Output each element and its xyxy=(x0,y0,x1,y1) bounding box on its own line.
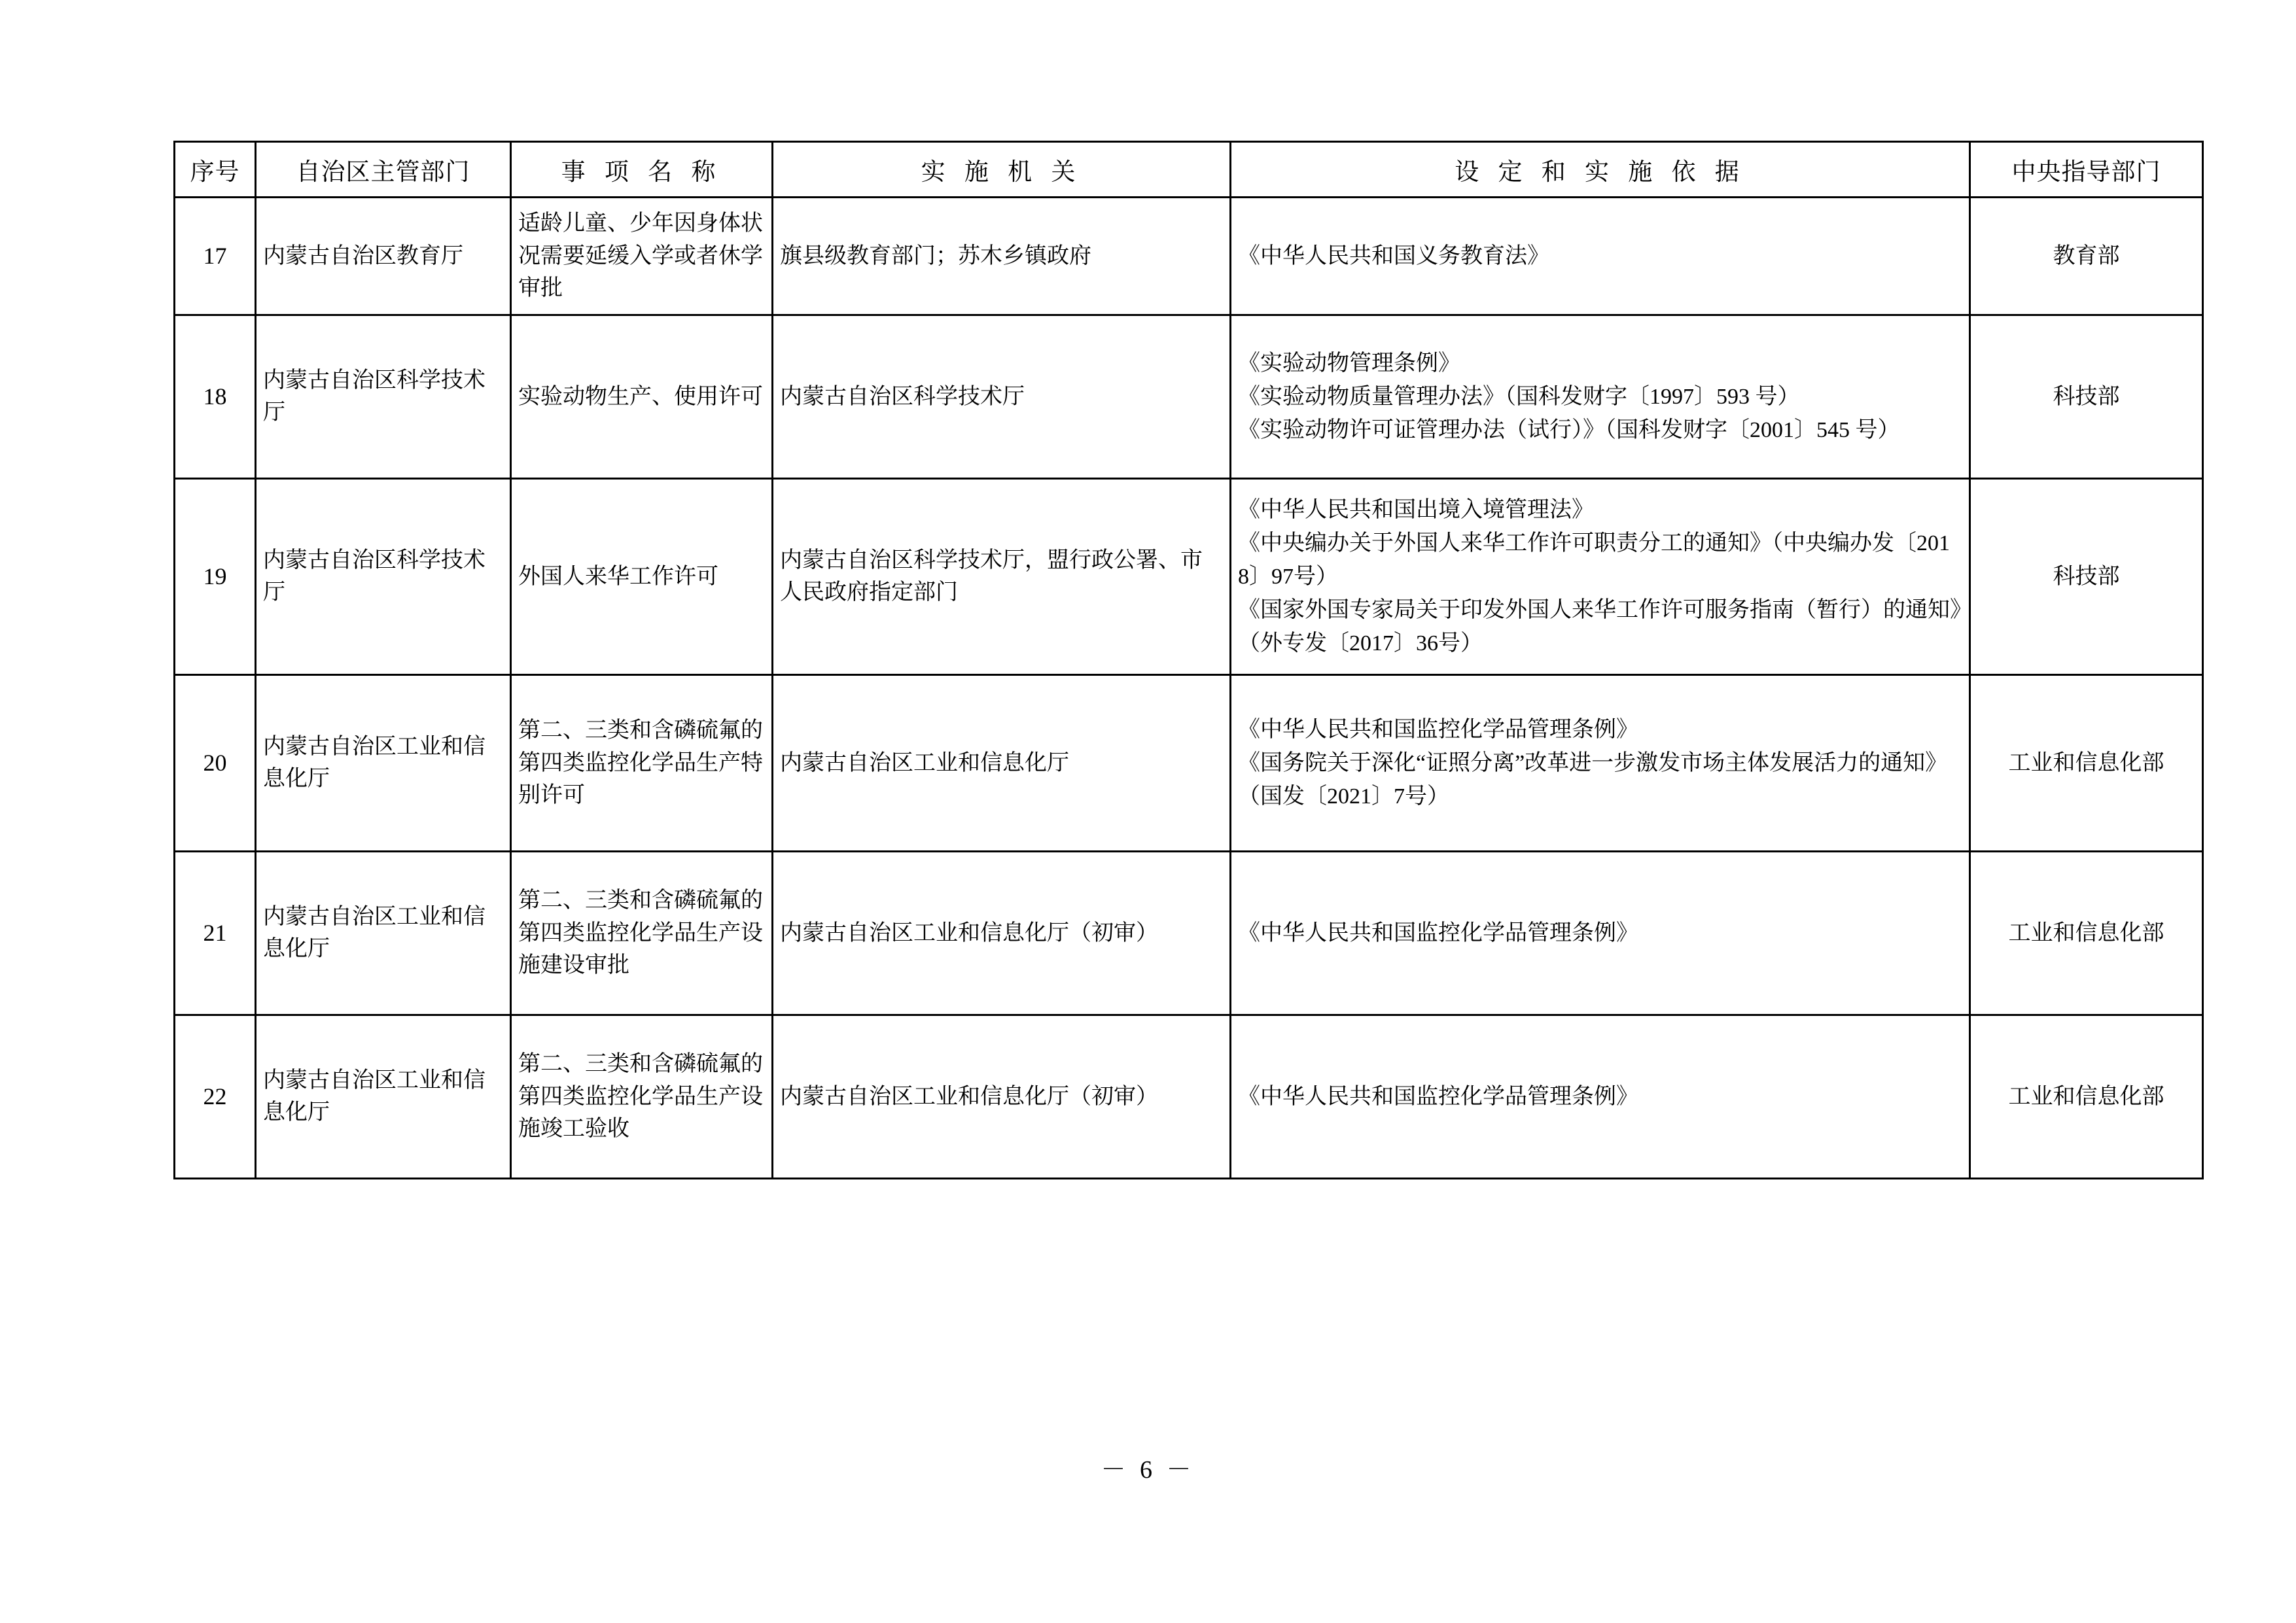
header-implementing-organ: 实 施 机 关 xyxy=(773,142,1231,198)
basis-line: 《中央编办关于外国人来华工作许可职责分工的通知》（中央编办发〔2018〕97号） xyxy=(1238,531,1950,589)
table-row xyxy=(175,198,2203,315)
cell-item-name: 第二、三类和含磷硫氟的第四类监控化学品生产特别许可 xyxy=(511,674,773,851)
table-row xyxy=(175,315,2203,478)
cell-item-name: 实验动物生产、使用许可 xyxy=(511,315,773,478)
header-item-name: 事 项 名 称 xyxy=(511,142,773,198)
cell-department: 内蒙古自治区教育厅 xyxy=(256,198,511,315)
cell-implementing-organ: 内蒙古自治区科学技术厅 xyxy=(773,315,1231,478)
cell-central-department: 工业和信息化部 xyxy=(1970,1015,2203,1178)
cell-seq: 21 xyxy=(175,851,256,1015)
basis-line: 《中华人民共和国义务教育法》 xyxy=(1238,243,1549,268)
table-body xyxy=(175,198,2203,1179)
cell-basis xyxy=(1231,1015,1970,1178)
table-row xyxy=(175,851,2203,1015)
basis-line: 《中华人民共和国监控化学品管理条例》 xyxy=(1238,1084,1638,1109)
header-seq: 序号 xyxy=(175,142,256,198)
cell-department: 内蒙古自治区工业和信息化厅 xyxy=(256,1015,511,1178)
table-header-row xyxy=(175,142,2203,198)
cell-department: 内蒙古自治区工业和信息化厅 xyxy=(256,851,511,1015)
cell-basis xyxy=(1231,851,1970,1015)
cell-item-name: 第二、三类和含磷硫氟的第四类监控化学品生产设施竣工验收 xyxy=(511,1015,773,1178)
cell-seq: 22 xyxy=(175,1015,256,1178)
header-basis: 设 定 和 实 施 依 据 xyxy=(1231,142,1970,198)
cell-basis xyxy=(1231,674,1970,851)
cell-seq: 19 xyxy=(175,478,256,674)
cell-implementing-organ: 旗县级教育部门；苏木乡镇政府 xyxy=(773,198,1231,315)
cell-seq: 17 xyxy=(175,198,256,315)
cell-implementing-organ: 内蒙古自治区科学技术厅，盟行政公署、市人民政府指定部门 xyxy=(773,478,1231,674)
cell-central-department: 工业和信息化部 xyxy=(1970,851,2203,1015)
page-number: － 6 － xyxy=(1101,1456,1195,1484)
table-header xyxy=(175,142,2203,198)
basis-line: 《实验动物质量管理办法》（国科发财字〔1997〕593 号） xyxy=(1238,384,1800,409)
cell-seq: 18 xyxy=(175,315,256,478)
cell-item-name: 适龄儿童、少年因身体状况需要延缓入学或者休学审批 xyxy=(511,198,773,315)
cell-implementing-organ: 内蒙古自治区工业和信息化厅（初审） xyxy=(773,851,1231,1015)
cell-department: 内蒙古自治区科学技术厅 xyxy=(256,478,511,674)
basis-line: 《中华人民共和国监控化学品管理条例》 xyxy=(1238,717,1638,742)
cell-implementing-organ: 内蒙古自治区工业和信息化厅 xyxy=(773,674,1231,851)
cell-department: 内蒙古自治区工业和信息化厅 xyxy=(256,674,511,851)
table-row xyxy=(175,674,2203,851)
header-department: 自治区主管部门 xyxy=(256,142,511,198)
administrative-licensing-table xyxy=(173,141,2204,1179)
basis-line: 《国务院关于深化“证照分离”改革进一步激发市场主体发展活力的通知》（国发〔2021〕7号） xyxy=(1238,750,1948,809)
cell-central-department: 科技部 xyxy=(1970,478,2203,674)
cell-seq: 20 xyxy=(175,674,256,851)
basis-line: 《国家外国专家局关于印发外国人来华工作许可服务指南（暂行）的通知》（外专发〔2017〕36号） xyxy=(1238,597,1961,655)
cell-item-name: 外国人来华工作许可 xyxy=(511,478,773,674)
basis-line: 《实验动物管理条例》 xyxy=(1238,351,1460,375)
cell-department: 内蒙古自治区科学技术厅 xyxy=(256,315,511,478)
cell-item-name: 第二、三类和含磷硫氟的第四类监控化学品生产设施建设审批 xyxy=(511,851,773,1015)
cell-implementing-organ: 内蒙古自治区工业和信息化厅（初审） xyxy=(773,1015,1231,1178)
table-row xyxy=(175,1015,2203,1178)
table-row xyxy=(175,478,2203,674)
basis-line: 《实验动物许可证管理办法（试行）》（国科发财字〔2001〕545 号） xyxy=(1238,417,1900,442)
cell-basis xyxy=(1231,198,1970,315)
cell-central-department: 工业和信息化部 xyxy=(1970,674,2203,851)
cell-central-department: 科技部 xyxy=(1970,315,2203,478)
basis-line: 《中华人民共和国出境入境管理法》 xyxy=(1238,497,1594,522)
cell-central-department: 教育部 xyxy=(1970,198,2203,315)
header-central-department: 中央指导部门 xyxy=(1970,142,2203,198)
cell-basis xyxy=(1231,478,1970,674)
cell-basis xyxy=(1231,315,1970,478)
basis-line: 《中华人民共和国监控化学品管理条例》 xyxy=(1238,920,1638,945)
